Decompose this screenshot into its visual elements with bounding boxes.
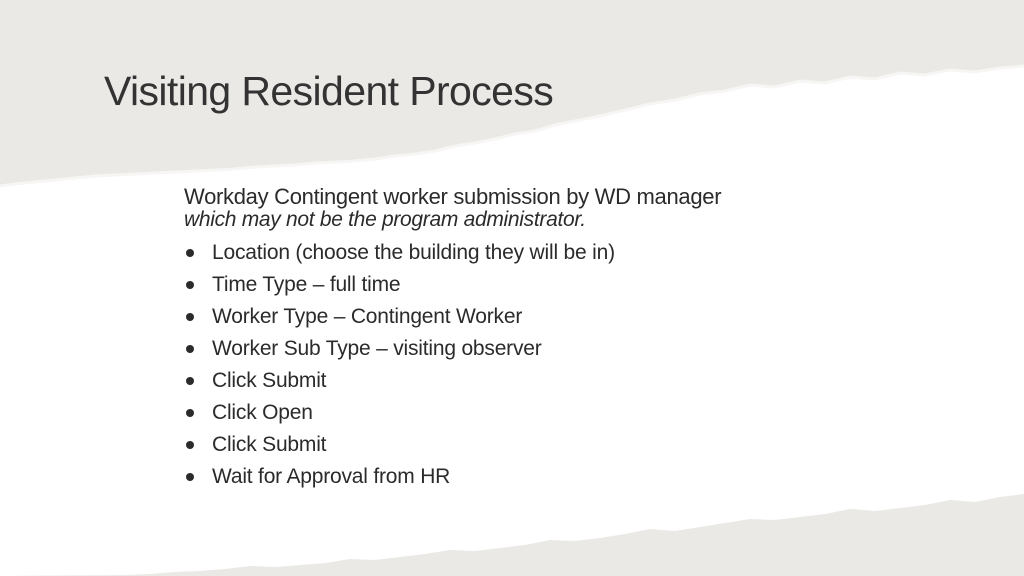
bullet-dot-icon	[186, 249, 194, 257]
list-item	[184, 461, 904, 493]
slide-title: Visiting Resident Process	[104, 68, 554, 114]
bullet-dot-icon	[186, 473, 194, 481]
intro-italic-note: which may not be the program administrator.	[184, 208, 586, 231]
list-item-text: Worker Sub Type – visiting observer	[212, 337, 542, 360]
list-item-text: Time Type – full time	[212, 273, 401, 296]
bullet-dot-icon	[186, 345, 194, 353]
bullet-dot-icon	[186, 377, 194, 385]
list-item-text: Wait for Approval from HR	[212, 465, 451, 488]
list-item-text: Worker Type – Contingent Worker	[212, 305, 523, 328]
slide-content	[184, 185, 904, 493]
list-item	[184, 365, 904, 397]
list-item	[184, 237, 904, 269]
list-item	[184, 397, 904, 429]
bullet-list	[184, 237, 904, 493]
list-item-text: Click Submit	[212, 433, 327, 456]
bullet-dot-icon	[186, 281, 194, 289]
list-item	[184, 301, 904, 333]
list-item	[184, 269, 904, 301]
bullet-dot-icon	[186, 409, 194, 417]
torn-paper-bottom	[0, 494, 1024, 576]
list-item	[184, 333, 904, 365]
list-item-text: Click Submit	[212, 369, 327, 392]
bullet-dot-icon	[186, 313, 194, 321]
list-item-text: Location (choose the building they will be in)	[212, 241, 615, 264]
list-item-text: Click Open	[212, 401, 313, 424]
list-item	[184, 429, 904, 461]
bullet-dot-icon	[186, 441, 194, 449]
intro-heading: Workday Contingent worker submission by WD manager	[184, 184, 722, 209]
